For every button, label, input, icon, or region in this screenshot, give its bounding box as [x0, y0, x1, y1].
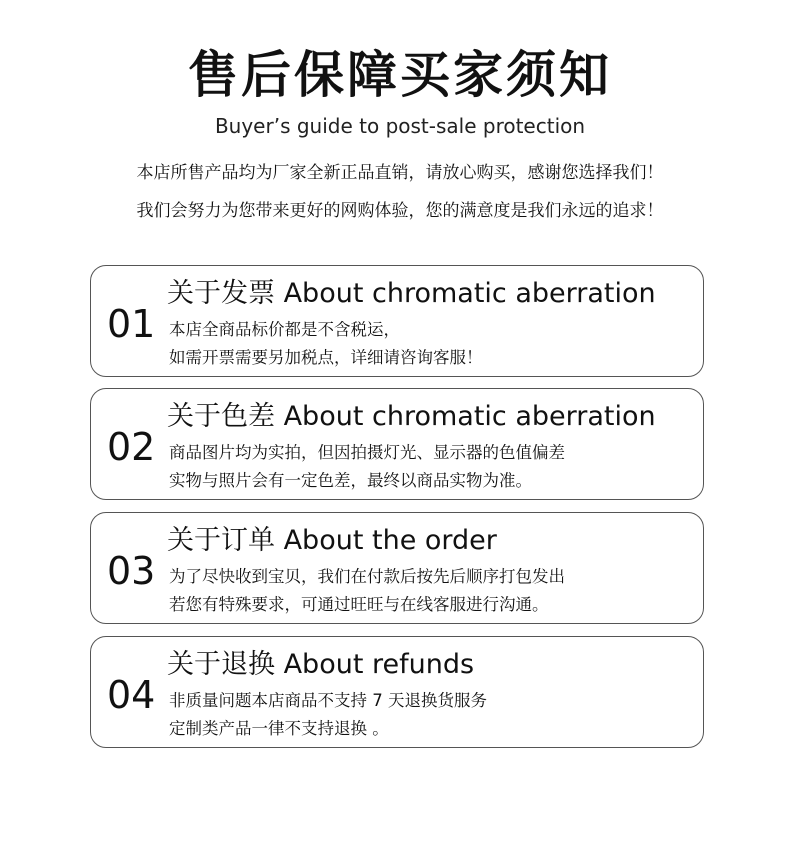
card-heading: 关于订单 About the order	[167, 525, 497, 556]
notice-card-color-difference	[90, 388, 704, 500]
card-text-line-1: 为了尽快收到宝贝，我们在付款后按先后顺序打包发出	[169, 567, 565, 586]
intro-line-2: 我们会努力为您带来更好的网购体验，您的满意度是我们永远的追求！	[136, 201, 664, 221]
intro-line-1: 本店所售产品均为厂家全新正品直销，请放心购买，感谢您选择我们！	[136, 163, 664, 183]
card-number: 03	[107, 549, 156, 593]
card-text-line-2: 如需开票需要另加税点，详细请咨询客服！	[169, 348, 483, 367]
card-text-line-1: 商品图片均为实拍，但因拍摄灯光、显示器的色值偏差	[169, 443, 565, 462]
card-text-line-1: 本店全商品标价都是不含税运，	[169, 320, 400, 339]
notice-card-order	[90, 512, 704, 624]
page-title: 售后保障买家须知	[188, 46, 612, 104]
card-number: 04	[107, 673, 156, 717]
card-text-line-1: 非质量问题本店商品不支持 7 天退换货服务	[169, 691, 487, 710]
card-heading: 关于色差 About chromatic aberration	[167, 401, 656, 432]
card-number: 02	[107, 425, 156, 469]
notice-card-refunds	[90, 636, 704, 748]
card-text-line-2: 定制类产品一律不支持退换 。	[169, 719, 389, 738]
card-heading: 关于发票 About chromatic aberration	[167, 278, 656, 309]
card-heading: 关于退换 About refunds	[167, 649, 475, 680]
card-text-line-2: 实物与照片会有一定色差，最终以商品实物为准。	[169, 471, 532, 490]
card-text-line-2: 若您有特殊要求，可通过旺旺与在线客服进行沟通。	[169, 595, 549, 614]
notice-card-invoice	[90, 265, 704, 377]
page-subtitle: Buyer’s guide to post-sale protection	[214, 114, 586, 138]
card-number: 01	[107, 302, 156, 346]
